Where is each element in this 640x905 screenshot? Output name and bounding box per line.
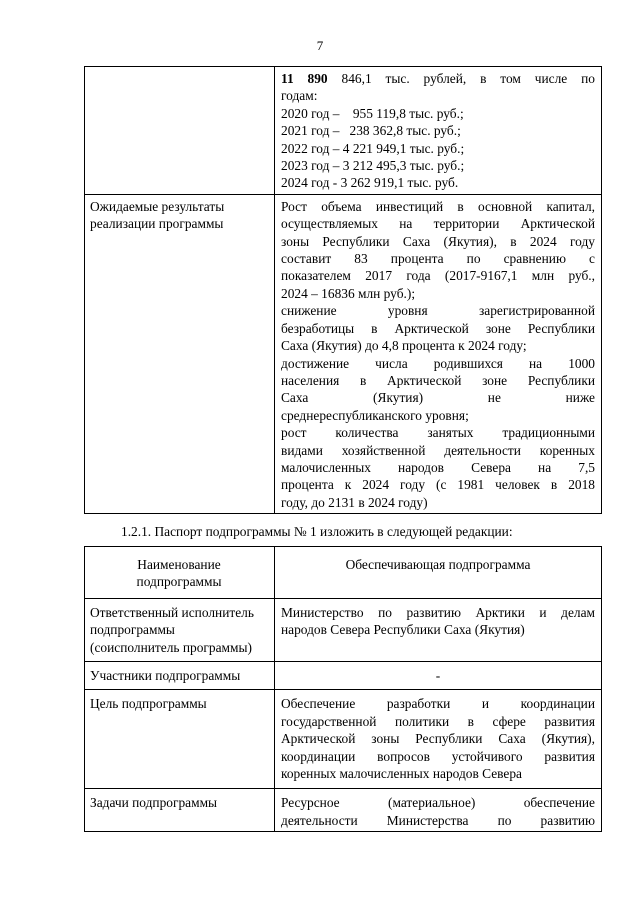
participants-label-cell [85, 662, 275, 690]
goal-value-cell [275, 690, 602, 789]
results-line: составит 83 процента по сравнению с [281, 251, 595, 267]
row-value-line: государственной политики в сфере развития [281, 713, 595, 729]
results-line: рост количества занятых традиционными [281, 425, 595, 441]
table-row [85, 598, 602, 661]
row-value-line: Министерство по развитию Арктики и делам [281, 604, 595, 620]
expected-results-value [275, 194, 602, 513]
results-line: процента к 2024 году (с 1981 человек в 2018 [281, 477, 595, 493]
header-value-cell [275, 547, 602, 599]
funding-year-2024: 2024 год - 3 262 919,1 тыс. руб. [281, 175, 459, 191]
section-heading: 1.2.1. Паспорт подпрограммы № 1 изложить в следующей редакции: [121, 524, 513, 539]
tasks-value-cell [275, 789, 602, 832]
results-line: безработицы в Арктической зоне Республики [281, 320, 595, 336]
funding-year-2021: 2021 год – 238 362,8 тыс. руб.; [281, 123, 461, 139]
results-line: населения в Арктической зоне Республики [281, 372, 595, 388]
row-value-line: координации вопросов устойчивого развития [281, 748, 595, 764]
row-label-line: Ответственный исполнитель [90, 604, 254, 620]
funding-total-rest: 846,1 тыс. рублей, в том числе по [327, 71, 595, 86]
funding-year-2020: 2020 год – 955 119,8 тыс. руб.; [281, 105, 464, 121]
row-label-line: подпрограммы [90, 622, 175, 638]
funding-total-amount: 11 890 [281, 71, 328, 86]
results-line: Рост объема инвестиций в основной капитал, [281, 198, 595, 214]
funding-label-cell [85, 67, 275, 195]
responsible-label-cell [85, 598, 275, 661]
tasks-label-cell [85, 789, 275, 832]
results-line: 2024 – 16836 млн руб.); [281, 285, 416, 301]
row-label-line: Задачи подпрограммы [90, 795, 218, 811]
subprogram-passport-table [84, 546, 602, 832]
funding-year-2023: 2023 год – 3 212 495,3 тыс. руб.; [281, 158, 465, 174]
table-row [85, 789, 602, 832]
row-value-line: Арктической зоны Республики Саха (Якутия), [281, 731, 595, 747]
funding-row [85, 67, 602, 195]
results-line: Саха (Якутия) не ниже [281, 390, 595, 406]
funding-total-line [281, 70, 595, 87]
row-value-line: - [435, 668, 441, 684]
row-value-line: Обеспечение разработки и координации [281, 696, 595, 712]
page-number: 7 [316, 38, 324, 53]
table-row [85, 690, 602, 789]
expected-results-label-line: реализации программы [90, 216, 224, 232]
results-line: показателем 2017 года (2017-9167,1 млн руб., [281, 268, 595, 284]
funding-value-cell [275, 67, 602, 195]
header-name-line: подпрограммы [136, 574, 222, 590]
results-line: достижение числа родившихся на 1000 [281, 355, 595, 371]
funding-year-2022: 2022 год – 4 221 949,1 тыс. руб.; [281, 140, 465, 156]
row-value-line: коренных малочисленных народов Севера [281, 766, 523, 782]
funding-years-label: годам: [281, 88, 318, 104]
results-line: году, до 2131 в 2024 году) [281, 494, 428, 510]
row-label-line: Участники подпрограммы [90, 668, 241, 684]
participants-value-cell [275, 662, 602, 690]
row-label-line: Цель подпрограммы [90, 696, 207, 712]
table-header-row [85, 547, 602, 599]
row-label-line: (соисполнитель программы) [90, 639, 252, 655]
results-line: зоны Республики Саха (Якутия), в 2024 году [281, 233, 595, 249]
results-line: видами хозяйственной деятельности коренных [281, 442, 595, 458]
table-row [85, 662, 602, 690]
row-value-line: народов Севера Республики Саха (Якутия) [281, 622, 525, 638]
subprogram-name: Обеспечивающая подпрограмма [345, 557, 531, 572]
responsible-value-cell [275, 598, 602, 661]
header-name-line: Наименование [137, 557, 221, 572]
expected-results-label-line: Ожидаемые результаты [90, 198, 225, 214]
results-line: осуществляемых на территории Арктической [281, 216, 595, 232]
results-line: среднереспубликанского уровня; [281, 407, 469, 423]
program-passport-table-continuation [84, 66, 602, 514]
row-value-line: Ресурсное (материальное) обеспечение [281, 795, 595, 811]
results-line: Саха (Якутия) до 4,8 процента к 2024 году; [281, 338, 527, 354]
expected-results-label [85, 194, 275, 513]
goal-label-cell [85, 690, 275, 789]
header-name-cell [85, 547, 275, 599]
row-value-line: деятельности Министерства по развитию [281, 812, 595, 828]
results-line: малочисленных народов Севера на 7,5 [281, 459, 595, 475]
expected-results-row [85, 194, 602, 513]
results-line: снижение уровня зарегистрированной [281, 303, 595, 319]
